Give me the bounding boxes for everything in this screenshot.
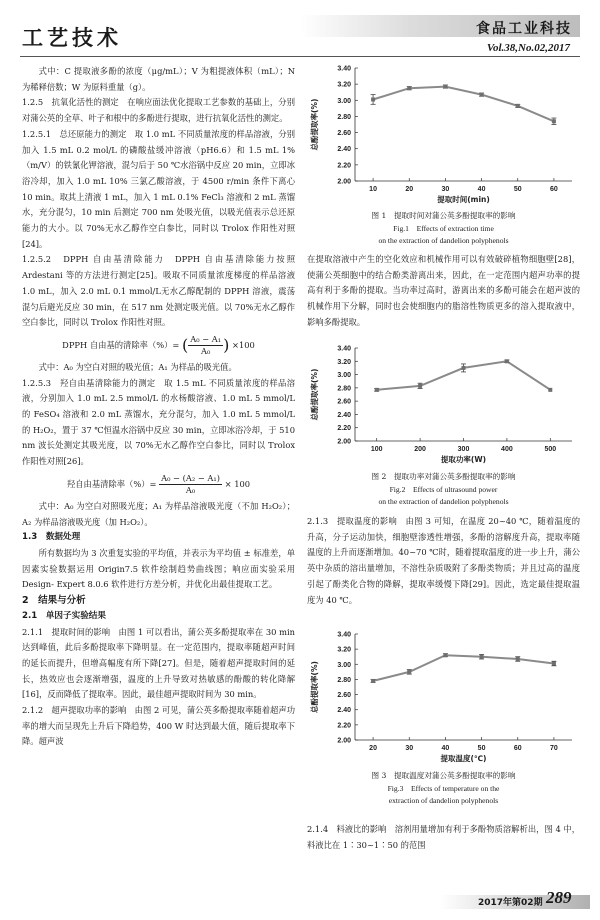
y-tick-label: 2.40	[337, 146, 351, 154]
y-tick-label: 2.60	[337, 692, 351, 700]
paragraph: 2.1.4 料液比的影响 溶剂用量增加有利于多酚物质溶解析出，图 4 中，料液比在 1∶30~1∶50 的范围	[307, 824, 580, 850]
x-tick-label: 200	[414, 446, 426, 453]
caption-zh: 图 1 提取时间对蒲公英多酚提取率的影响	[371, 211, 516, 220]
data-point	[407, 670, 411, 674]
data-point	[407, 86, 411, 90]
paragraph: 在提取溶液中产生的空化效应和机械作用可以有效破碎植物细胞壁[28]，使蒲公英细胞中的结合酚类游离出来，因此，在一定范围内超声功率的提高有利于多酚的提取。当功率过高时，游离出来的多酚可能会在超声波的机械作用下分解，同时也会使细胞内的脂溶性物质更多的溶入提取液中，影响多酚提取。	[307, 254, 580, 327]
y-axis-label: 总酚提取率(%)	[310, 368, 319, 421]
y-tick-label: 2.20	[337, 722, 351, 730]
x-tick-label: 20	[405, 186, 414, 193]
footer-issue: 2017年第02期	[478, 898, 543, 908]
y-tick-label: 2.00	[337, 178, 351, 186]
caption-en: Fig.1 Effects of extraction time	[393, 223, 494, 233]
journal-section-title: 工艺技术	[22, 26, 122, 50]
data-point	[548, 388, 552, 392]
section-heading: 1.3 数据处理	[22, 532, 81, 543]
y-tick-label: 2.00	[337, 737, 351, 745]
data-point	[443, 653, 447, 657]
formula-lhs: DPPH 自由基的清除率（%）=	[62, 339, 180, 350]
x-axis-label: 提取温度(℃)	[440, 754, 487, 763]
paragraph: 所有数据均为 3 次重复实验的平均值，并表示为平均值 ± 标准差，单因素实验数据运用 Origin7.5 软件绘制趋势曲线图；响应面实验采用 Design- Expert 8.0.6 软件进行方差分析，并优化出最佳提取工艺。	[22, 547, 295, 590]
y-tick-label: 2.60	[337, 130, 351, 138]
y-tick-label: 2.80	[337, 676, 351, 684]
data-point	[552, 662, 556, 666]
figure-1-chart	[305, 62, 580, 207]
figure-2-chart	[305, 342, 580, 467]
section-heading: 2.1 单因子实验结果	[22, 610, 106, 621]
paragraph: 1.2.5.3 羟自由基清除能力的测定 取 1.5 mL 不同质量浓度的样品溶液，分别加入 1.0 mL 2.5 mmol/L 的水杨酸溶液、1.0 mL 5 mmol/L 的 FeSO₄ 溶液和 2.0 mL 蒸馏水，充分混匀，加入 1.0 mL 5 mmol/L 的 H₂O₂，置于 37 ℃恒温水浴锅中反应 30 min，立即冰浴冷却，于 510 nm 波长处测定其吸光度，以 70%无水乙醇作空白参比，同时以 Trolox 作阳性对照[26]。	[22, 377, 295, 467]
series-line	[373, 87, 554, 122]
caption-zh: 图 3 提取温度对蒲公英多酚提取率的影响	[371, 771, 516, 780]
figure-3-chart	[305, 628, 580, 766]
y-tick-label: 3.40	[337, 631, 351, 639]
formula-denominator: A₀	[185, 484, 196, 495]
header-divider	[20, 56, 580, 57]
y-tick-label: 2.20	[337, 425, 351, 433]
x-axis-label: 提取功率(W)	[440, 455, 487, 464]
x-tick-label: 400	[501, 446, 513, 453]
left-column	[22, 64, 295, 750]
data-point	[505, 359, 509, 363]
y-tick-label: 2.60	[337, 398, 351, 406]
y-tick-label: 2.40	[337, 411, 351, 419]
formula-hydroxyl	[22, 473, 295, 496]
x-tick-label: 60	[513, 745, 522, 752]
y-axis-label: 总酚提取率(%)	[310, 661, 319, 713]
x-tick-label: 40	[477, 186, 486, 193]
y-tick-label: 3.00	[337, 661, 351, 669]
y-tick-label: 2.80	[337, 113, 351, 121]
caption-en: Fig.2 Effects of ultrasound power	[389, 484, 498, 494]
x-tick-label: 300	[457, 446, 470, 453]
data-point	[516, 104, 520, 108]
y-tick-label: 3.00	[337, 372, 351, 380]
x-tick-label: 30	[441, 186, 450, 193]
y-tick-label: 3.40	[337, 345, 351, 353]
figure-2-caption	[307, 471, 580, 509]
figure-1-caption	[307, 210, 580, 248]
y-tick-label: 3.20	[337, 646, 351, 654]
figure-3-caption	[307, 770, 580, 808]
right-paragraph	[307, 822, 580, 853]
data-point	[371, 97, 375, 101]
y-axis-label: 总酚提取率(%)	[310, 98, 319, 151]
paragraph: 1.2.5.2 DPPH 自由基清除能力 DPPH 自由基清除能力按照 Ardestani 等的方法进行测定[25]。吸取不同质量浓度梯度的样品溶液 1.0 mL，加入 2.0 mL 0.1 mmol/L无水乙醇配制的 DPPH 溶液，震荡混匀后避光反应 30 min，在 517 nm 处测定吸光值。以 70%无水乙醇作空白参比，同时以 Trolox 作阳性对照。	[22, 254, 295, 328]
formula-lhs: 羟自由基清除率（%）=	[66, 478, 157, 489]
x-tick-label: 30	[405, 745, 414, 752]
paragraph: 1.2.5 抗氧化活性的测定 在响应面法优化提取工艺参数的基础上，分别对蒲公英的全草、叶子和根中的多酚进行提取，进行抗氧化活性的测定。	[22, 97, 295, 124]
y-tick-label: 3.40	[337, 65, 351, 73]
journal-name: 食品工业科技	[476, 21, 572, 37]
paragraph: 式中：C 提取液多酚的浓度（μg/mL）；V 为粗提液体积（mL）；N 为稀释倍数；W 为原料重量（g）。	[22, 66, 295, 92]
x-tick-label: 50	[513, 186, 522, 193]
caption-en: on the extraction of dandelion polyphenols	[378, 497, 509, 506]
paragraph: 1.2.5.1 总还原能力的测定 取 1.0 mL 不同质量浓度的样品溶液，分别加入 1.5 mL 0.2 mol/L 的磷酸盐缓冲溶液（pH6.6）和 1.5 mL 1%（m/V）的铁氰化钾溶液，混匀后于 50 ℃水浴锅中反应 20 min，立即冰浴冷却，加入 1.0 mL 10% 三氯乙酸溶液，于 4500 r/min 条件下离心 10 min。取其上清液 1 mL，加入 1 mL 0.1% FeCl₃ 溶液和 2 mL 蒸馏水，充分混匀，10 min 后测定 700 nm 处吸光值，以吸光值表示总还原能力的大小。以 70%无水乙醇作空白参比，同时以 Trolox 作阳性对照[24]。	[22, 128, 295, 249]
data-point	[480, 93, 484, 97]
y-tick-label: 3.00	[337, 97, 351, 105]
data-point	[480, 655, 484, 659]
y-tick-label: 2.00	[337, 438, 351, 446]
x-tick-label: 70	[550, 745, 558, 752]
x-tick-label: 10	[369, 186, 377, 193]
caption-en: Fig.3 Effects of temperature on the	[387, 783, 500, 793]
y-tick-label: 2.40	[337, 707, 351, 715]
caption-zh: 图 2 提取功率对蒲公英多酚提取率的影响	[371, 472, 516, 481]
data-point	[418, 384, 422, 388]
formula-denominator: A₀	[201, 345, 211, 356]
data-point	[462, 366, 466, 370]
x-tick-label: 500	[544, 446, 557, 453]
caption-en: on the extraction of dandelion polyphenols	[378, 236, 509, 245]
paragraph: 2.1.2 超声提取功率的影响 由图 2 可见，蒲公英多酚提取率随着超声功率的增大而呈现先上升后下降趋势，400 W 时达到最大值，随后提取率下降。超声波	[22, 705, 295, 747]
formula-dpph: DPPH 自由基的清除率（%）= ( $\frac{\text{A₀ − A₁}}{\text{A₀}}$ ) ×100	[62, 333, 255, 356]
data-point	[443, 85, 447, 89]
right-paragraph	[307, 252, 580, 331]
formula-rhs: × 100	[224, 478, 251, 489]
x-tick-label: 100	[370, 446, 383, 453]
x-tick-label: 20	[369, 745, 377, 752]
data-point	[552, 119, 556, 123]
paragraph: 式中：A₀ 为空白对照的吸光值；A₁ 为样品的吸光值。	[38, 361, 237, 372]
data-point	[371, 679, 375, 683]
formula-rhs: ×100	[232, 339, 255, 350]
y-tick-label: 3.20	[337, 358, 351, 366]
x-tick-label: 50	[477, 745, 486, 752]
page-number: 289	[546, 888, 572, 907]
data-point	[375, 388, 379, 392]
y-tick-label: 2.20	[337, 162, 351, 170]
caption-en: extraction of dandelion polyphenols	[388, 796, 499, 805]
series-line	[373, 655, 554, 681]
y-tick-label: 2.80	[337, 385, 351, 393]
formula-numerator: A₀ − A₁	[190, 333, 222, 344]
y-tick-label: 3.20	[337, 81, 351, 89]
data-point	[516, 657, 520, 661]
journal-volume: Vol.38,No.02,2017	[486, 42, 570, 54]
paragraph: 2.1.1 提取时间的影响 由图 1 可以看出，蒲公英多酚提取率在 30 min 达到峰值，此后多酚提取率下降明显。在一定范围内，提取率随超声时间的延长而提升，但增高幅度有所下降[27]。但是，随着超声提取时间的延长，热效应也会逐渐增强，温度的上升导致对热敏感的酚酸的转化降解[16]，反而降低了提取率。因此，最佳超声提取时间为 30 min。	[22, 626, 295, 700]
section-heading: 2 结果与分析	[22, 595, 86, 607]
paragraph: 式中：A₀ 为空白对照吸光度；A₁ 为样品溶液吸光度（不加 H₂O₂）；A₂ 为样品溶液吸光度（加 H₂O₂）。	[22, 500, 295, 527]
formula-numerator: A₀ − (A₂ − A₁)	[161, 472, 220, 483]
paragraph: 2.1.3 提取温度的影响 由图 3 可知，在温度 20~40 ℃，随着温度的升高，分子运动加快，细胞壁渗透性增强，多酚的溶解度升高，提取率随温度的上升而逐渐增加。40~70 ℃时，随着提取温度的进一步上升，蒲公英中杂质的溶出量增加，不溶性杂质吸附了多酚类物质；并且过高的温度引起了酚类化合物的降解，提取率缓慢下降[29]。因此，选定最佳提取温度为 40 ℃。	[307, 516, 580, 605]
x-tick-label: 60	[550, 186, 558, 193]
right-paragraph	[307, 514, 580, 608]
x-tick-label: 40	[441, 745, 450, 752]
x-axis-label: 提取时间(min)	[437, 195, 490, 204]
